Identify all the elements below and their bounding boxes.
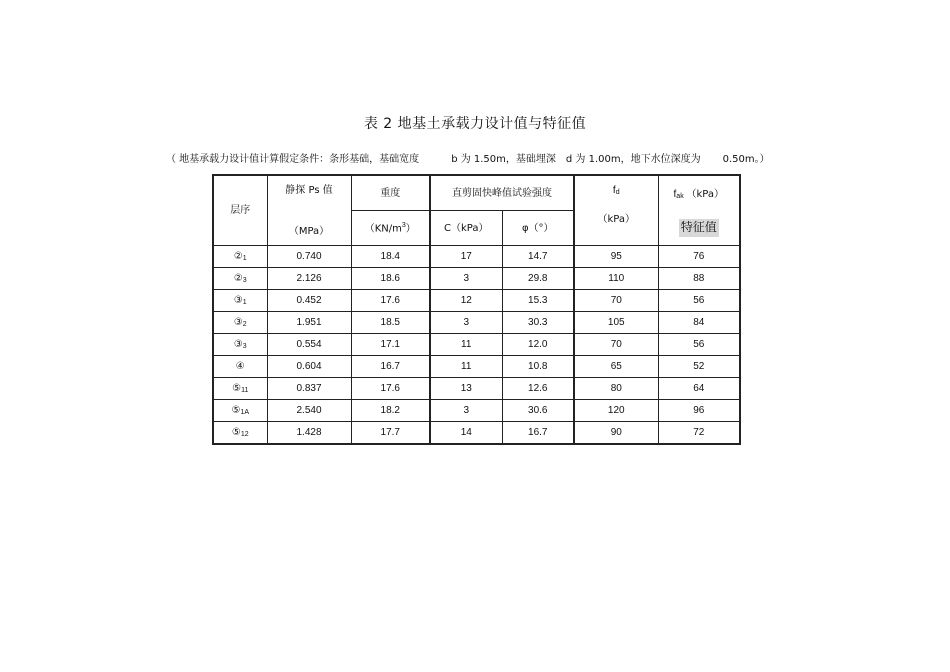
layer-cell: ③1: [213, 290, 267, 312]
header-row-1: [213, 175, 740, 211]
header-fd: [574, 175, 658, 246]
weight-cell: 18.4: [351, 246, 430, 268]
c-cell: 17: [430, 246, 502, 268]
fak-cell: 52: [658, 356, 740, 378]
note-part-4: 0.50m。）: [722, 154, 770, 165]
table-row: [213, 290, 740, 312]
ps-cell: 0.452: [267, 290, 351, 312]
bearing-capacity-table: [212, 174, 741, 445]
header-phi: φ（°）: [502, 211, 574, 246]
c-cell: 3: [430, 400, 502, 422]
header-fd-symbol: fd: [612, 184, 620, 196]
weight-cell: 17.6: [351, 378, 430, 400]
phi-cell: 30.3: [502, 312, 574, 334]
fd-cell: 70: [574, 334, 658, 356]
weight-cell: 17.7: [351, 422, 430, 445]
layer-cell: ⑤12: [213, 422, 267, 445]
weight-cell: 16.7: [351, 356, 430, 378]
layer-cell: ②1: [213, 246, 267, 268]
layer-cell: ④: [213, 356, 267, 378]
fak-cell: 72: [658, 422, 740, 445]
fak-cell: 84: [658, 312, 740, 334]
header-weight-unit: $(KN/m^3)$: [351, 211, 430, 246]
fak-cell: 96: [658, 400, 740, 422]
note-part-3: d 为 1.00m，地下水位深度为: [565, 154, 701, 165]
fak-cell: 76: [658, 246, 740, 268]
weight-cell: 17.6: [351, 290, 430, 312]
fd-cell: 110: [574, 268, 658, 290]
note-part-2: b 为 1.50m，基础埋深: [451, 154, 556, 165]
table-row: [213, 246, 740, 268]
c-cell: 12: [430, 290, 502, 312]
weight-cell: 17.1: [351, 334, 430, 356]
fak-cell: 56: [658, 290, 740, 312]
phi-cell: 15.3: [502, 290, 574, 312]
ps-cell: 0.554: [267, 334, 351, 356]
ps-cell: 1.951: [267, 312, 351, 334]
c-cell: 14: [430, 422, 502, 445]
header-weight-label: 重度: [351, 175, 430, 211]
fd-cell: 80: [574, 378, 658, 400]
phi-cell: 14.7: [502, 246, 574, 268]
table-row: [213, 312, 740, 334]
ps-cell: 0.837: [267, 378, 351, 400]
weight-cell: 18.5: [351, 312, 430, 334]
table-row: [213, 378, 740, 400]
table-row: [213, 356, 740, 378]
c-cell: 3: [430, 312, 502, 334]
ps-cell: 2.126: [267, 268, 351, 290]
fd-cell: 120: [574, 400, 658, 422]
fak-cell: 64: [658, 378, 740, 400]
weight-cell: 18.6: [351, 268, 430, 290]
layer-cell: ②3: [213, 268, 267, 290]
layer-cell: ⑤11: [213, 378, 267, 400]
phi-cell: 30.6: [502, 400, 574, 422]
table-row: [213, 422, 740, 445]
c-cell: 11: [430, 334, 502, 356]
layer-cell: ⑤1A: [213, 400, 267, 422]
c-cell: 13: [430, 378, 502, 400]
ps-cell: 0.740: [267, 246, 351, 268]
table-row: [213, 400, 740, 422]
characteristic-value-tag: 特征值: [679, 219, 719, 236]
layer-cell: ③3: [213, 334, 267, 356]
header-fak: [658, 175, 740, 246]
fak-cell: 56: [658, 334, 740, 356]
header-shear-label: 直剪固快峰值试验强度: [430, 175, 574, 211]
header-c: C（kPa）: [430, 211, 502, 246]
phi-cell: 10.8: [502, 356, 574, 378]
fd-cell: 105: [574, 312, 658, 334]
phi-cell: 12.0: [502, 334, 574, 356]
header-ps-label: 静探 Ps 值: [285, 184, 333, 196]
weight-cell: 18.2: [351, 400, 430, 422]
header-layer: 层序: [213, 175, 267, 246]
ps-cell: 0.604: [267, 356, 351, 378]
layer-cell: ③2: [213, 312, 267, 334]
header-fd-unit: （kPa）: [597, 213, 635, 225]
header-ps: [267, 175, 351, 246]
fd-cell: 65: [574, 356, 658, 378]
ps-cell: 2.540: [267, 400, 351, 422]
fd-cell: 95: [574, 246, 658, 268]
c-cell: 3: [430, 268, 502, 290]
ps-cell: 1.428: [267, 422, 351, 445]
table-row: [213, 334, 740, 356]
phi-cell: 29.8: [502, 268, 574, 290]
c-cell: 11: [430, 356, 502, 378]
table-title: 表 2 地基土承载力设计值与特征值: [363, 116, 587, 132]
assumption-note: [166, 150, 770, 165]
fak-cell: 88: [658, 268, 740, 290]
table-row: [213, 268, 740, 290]
fd-cell: 70: [574, 290, 658, 312]
phi-cell: 12.6: [502, 378, 574, 400]
note-part-1: （ 地基承载力设计值计算假定条件：条形基础，基础宽度: [166, 154, 420, 165]
header-fak-symbol: fak （kPa）: [673, 188, 724, 200]
phi-cell: 16.7: [502, 422, 574, 445]
header-ps-unit: （MPa）: [288, 225, 330, 237]
fd-cell: 90: [574, 422, 658, 445]
